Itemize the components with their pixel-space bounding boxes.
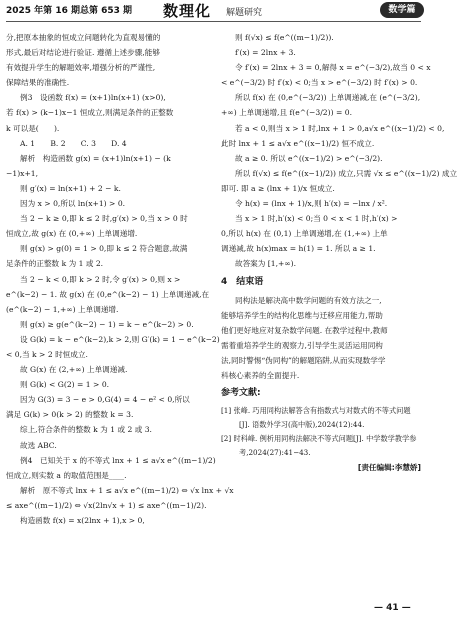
text-line: 设 G(k) = k − e^(k−2),k > 2,则 G′(k) = 1 − e^(k−2)	[20, 334, 220, 344]
text-line: 故 a ≥ 0. 所以 e^((x−1)/2) > e^(−3/2).	[235, 153, 383, 163]
text-line: 即可. 即 a ≥ (lnx + 1)/x 恒成立.	[221, 183, 335, 193]
answer-line: 故答案为 [1,+∞).	[235, 259, 297, 269]
text-line: −1)x+1,	[6, 168, 39, 178]
text-line: < 0,当 k > 2 时恒成立.	[6, 349, 88, 359]
text-line: e^(k−2) − 1. 故 g(x) 在 (0,e^(k−2) − 1) 上单调递减,在	[6, 289, 210, 299]
choice-options: A. 1 B. 2 C. 3 D. 4	[20, 138, 127, 148]
header-rule	[6, 21, 421, 22]
text-line: 则 g(x) ≥ g(e^(k−2) − 1) = k − e^(k−2) > 0.	[20, 319, 194, 329]
text-line: 当 x > 1 时,h′(x) < 0;当 0 < x < 1 时,h′(x) >	[235, 214, 398, 224]
text-line: 需着重培养学生的观察力,引导学生灵活运用同构	[221, 340, 383, 350]
text-line: < e^(−3/2) 时 f′(x) < 0;当 x > e^(−3/2) 时 f′(x) > 0.	[221, 78, 418, 88]
text-line: k 可以是( ).	[6, 123, 60, 133]
text-line: 0,所以 h(x) 在 (0,1) 上单调递增,在 (1,+∞) 上单	[221, 229, 388, 239]
example-4-line: 例4 已知关于 x 的不等式 lnx + 1 ≤ a√x e^((m−1)/2)	[20, 455, 216, 465]
journal-logo: 数学篇	[380, 2, 424, 18]
text-line: 令 h(x) = (lnx + 1)/x,则 h′(x) = −lnx / x².	[235, 199, 388, 209]
text-line: 当 2 − k < 0,即 k > 2 时,令 g′(x) > 0,则 x >	[20, 274, 181, 284]
text-line: 保障结果的准确性.	[6, 78, 70, 88]
text-line: 满足 G(k) > 0(k > 2) 的整数 k = 3.	[6, 410, 134, 420]
solution-line: 解析 构造函数 g(x) = (x+1)ln(x+1) − (k	[20, 153, 171, 163]
text-line: 有效提升学生的解题效率,增强分析的严谨性,	[6, 63, 156, 73]
text-line: 恒成立,故 g(x) 在 (0,+∞) 上单调递增.	[6, 229, 138, 239]
text-line: f′(x) = 2lnx + 3.	[235, 48, 296, 58]
text-line: ≤ axe^((m−1)/2) ⇔ √x(2ln√x + 1) ≤ axe^((m−1)/2).	[6, 500, 207, 510]
text-line: 因为 x > 0,所以 ln(x+1) > 0.	[20, 199, 126, 209]
page-number: — 41 —	[374, 603, 411, 613]
solution-line: 解析 原不等式 lnx + 1 ≤ a√x e^((m−1)/2) ⇔ √x lnx + √x	[20, 485, 234, 495]
page-header	[0, 0, 427, 28]
text-line: 能够培养学生的结构化思维与迁移应用能力,帮助	[221, 310, 383, 320]
example-3-line: 例3 设函数 f(x) = (x+1)ln(x+1) (x>0),	[20, 93, 166, 103]
text-line: 综上,符合条件的整数 k 为 1 或 2 或 3.	[20, 425, 152, 435]
text-line: 所以 f(√x) ≤ f(e^((x−1)/2)) 成立,只需 √x ≤ e^((x−1)/2) 成立	[235, 168, 457, 178]
text-line: 构造函数 f(x) = x(2lnx + 1),x > 0,	[20, 516, 145, 525]
text-line: +∞) 上单调递增,且 f(e^(−3/2)) = 0.	[221, 108, 352, 118]
text-line: 恒成立,则实数 a 的取值范围是____.	[6, 470, 127, 480]
text-line: 当 2 − k ≥ 0,即 k ≤ 2 时,g′(x) > 0,当 x > 0 时	[20, 214, 188, 224]
text-line: 足条件的正整数 k 为 1 或 2.	[6, 259, 104, 269]
text-line: 则 f(√x) ≤ f(e^((m−1)/2)).	[235, 33, 334, 42]
right-column	[221, 30, 457, 475]
section-name: 解题研究	[226, 8, 263, 18]
text-line: 若 a < 0,则当 x > 1 时,lnx + 1 > 0,a√x e^((x−1)/2) < 0,	[235, 123, 445, 133]
text-line: 则 g′(x) = ln(x+1) + 2 − k.	[20, 183, 121, 193]
text-line: 因为 G(3) = 3 − e > 0,G(4) = 4 − e² < 0,所以	[20, 395, 190, 405]
text-line: 所以 f(x) 在 (0,e^(−3/2)) 上单调递减,在 (e^(−3/2),	[235, 93, 421, 103]
text-line: 形式,最后对结论进行验证. 遵循上述步骤,能够	[6, 48, 160, 58]
text-line: 故选 ABC.	[20, 440, 57, 450]
text-line: 则 g(x) > g(0) = 1 > 0,即 k ≤ 2 符合题意,故满	[20, 244, 188, 254]
reference-item: [2] 时科峰. 例析用同构法解决不等式问题[J]. 中学数学教学参考,2024(27):41−43.	[221, 434, 417, 458]
text-line: 调递减,故 h(x)max = h(1) = 1. 所以 a ≥ 1.	[221, 244, 376, 254]
left-column	[6, 30, 234, 528]
journal-title: 数理化	[163, 2, 212, 20]
text-line: 此时 lnx + 1 ≤ a√x e^((x−1)/2) 恒不成立.	[221, 138, 375, 148]
text-line: 科核心素养的全面提升.	[221, 371, 300, 381]
references-heading: 参考文献:	[221, 388, 261, 399]
text-line: 他们更好地应对复杂数学问题. 在教学过程中,教师	[221, 325, 388, 335]
editor-note: [责任编辑:李慧娇]	[357, 463, 421, 473]
text-line: 法,同时警惕“伪同构”的解题陷阱,从而实现数学学	[221, 355, 386, 365]
text-line: 若 f(x) > (k−1)x−1 恒成立,则满足条件的正整数	[6, 108, 174, 118]
reference-item: [1] 张峰. 巧用同构法解答含有指数式与对数式的不等式问题[J]. 语数外学习(高中版),2024(12):44.	[221, 406, 411, 430]
text-line: 分,把原本抽象的恒成立问题转化为直观易懂的	[6, 33, 161, 42]
issue-info: 2025 年第 16 期总第 653 期	[6, 6, 133, 16]
text-line: 则 G(k) < G(2) = 1 > 0.	[20, 380, 110, 390]
text-line: 故 G(x) 在 (2,+∞) 上单调递减.	[20, 365, 128, 375]
text-line: 令 f′(x) = 2lnx + 3 = 0,解得 x = e^(−3/2),故当 0 < x	[235, 63, 431, 73]
section-heading: 4 结束语	[221, 276, 264, 287]
text-line: 同构法是解决高中数学问题的有效方法之一,	[235, 295, 382, 305]
text-line: (e^(k−2) − 1,+∞) 上单调递增.	[6, 304, 119, 314]
